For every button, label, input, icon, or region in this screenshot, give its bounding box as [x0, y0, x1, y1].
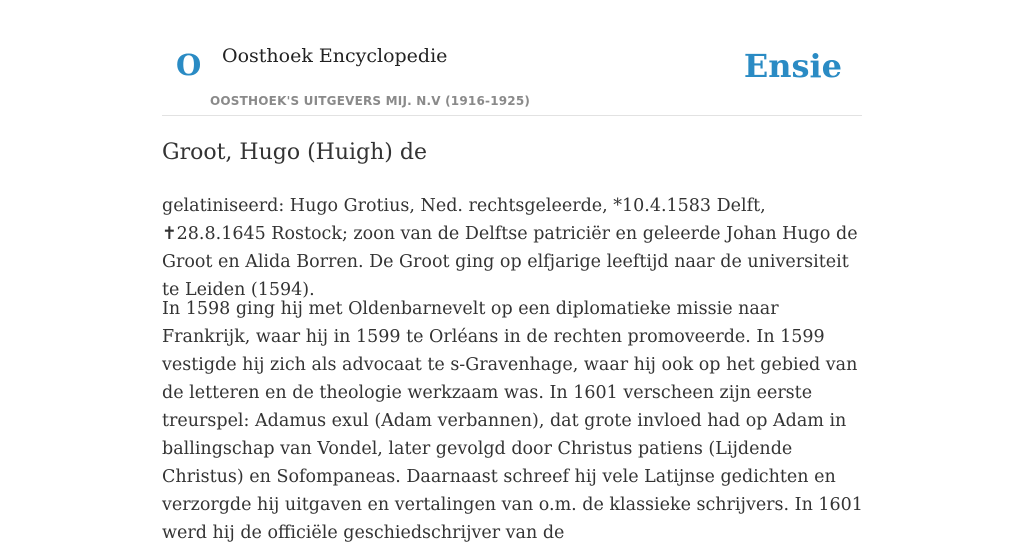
site-header: [162, 0, 862, 116]
article-title: Groot, Hugo (Huigh) de: [162, 140, 427, 165]
brand-logo[interactable]: Ensie: [743, 47, 842, 85]
publisher-label: OOSTHOEK'S UITGEVERS MIJ. N.V (1916-1925): [210, 94, 531, 108]
article-paragraph: gelatiniseerd: Hugo Grotius, Ned. rechtsgeleerde, *10.4.1583 Delft, ✝28.8.1645 Rostock; zoon van de Delftse patriciër en geleerde Johan Hugo de Groot en Alida Borren. De Groot ging op elfjarige leeftijd naar de universiteit te Leiden (1594).: [162, 196, 858, 300]
site-title[interactable]: Oosthoek Encyclopedie: [222, 45, 448, 67]
article-paragraph: In 1598 ging hij met Oldenbarnevelt op een diplomatieke missie naar Frankrijk, waar hij in 1599 te Orléans in de rechten promoveerde. In 1599 vestigde hij zich als advocaat te s-Gravenhage, waar hij ook op het gebied van de letteren en de theologie werkzaam was. In 1601 verscheen zijn eerste treurspel: Adamus exul (Adam verbannen), dat grote invloed had op Adam in ballingschap van Vondel, later gevolgd door Christus patiens (Lijdende Christus) en Sofompaneas. Daarnaast schreef hij vele Latijnse gedichten en verzorgde hij uitgaven en vertalingen van o.m. de klassieke schrijvers. In 1601 werd hij de officiële geschiedschrijver van de: [162, 299, 863, 543]
logo-icon[interactable]: O: [176, 48, 202, 82]
